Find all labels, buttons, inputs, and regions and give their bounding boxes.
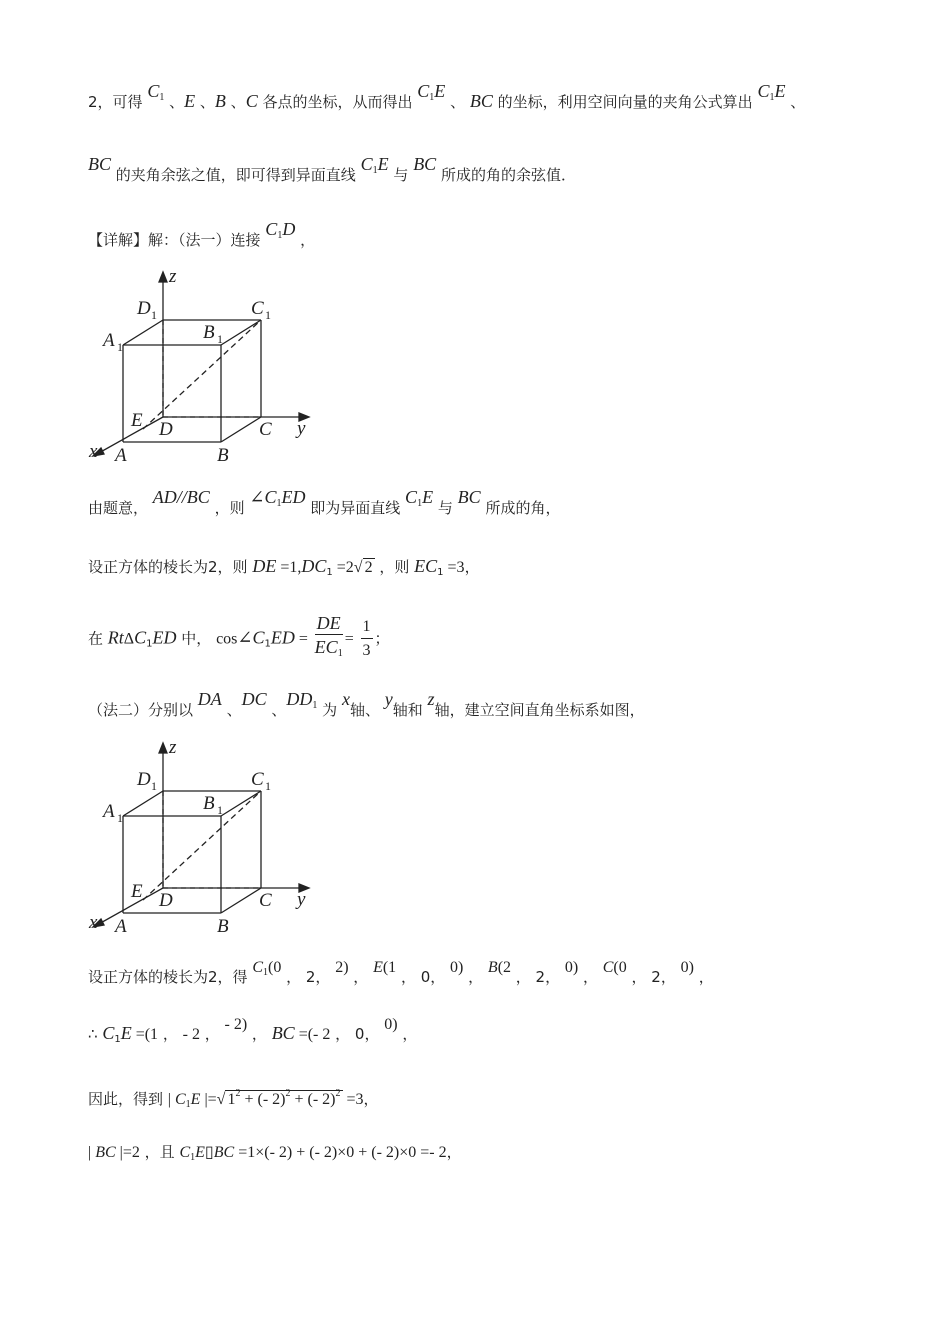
vertex-label-a1: A (103, 801, 115, 822)
text-run: 所成的角的余弦值． (440, 166, 576, 184)
text-run: （法二）分别以 (88, 701, 194, 719)
svg-text:1: 1 (151, 779, 157, 793)
vertex-label-b: B (217, 916, 229, 937)
vertex-label-c: C (259, 419, 272, 440)
text-run: 为 (322, 701, 338, 719)
text-line-m2: （法二）分别以 DA 、DC 、$DD_1$ 为 x轴、 y轴和 z轴，建立空间直角坐标系如图， (88, 689, 645, 719)
text-run: 轴、 (349, 701, 380, 719)
text-line-1: 2，可得 $C_1$ 、E 、B 、C 各点的坐标，从而得出 $C_1E$ 、 BC 的坐标，利用空间向量的夹角公式算出 $C_1E$ 、 (88, 81, 806, 111)
axis-label-z: z (169, 266, 177, 287)
text-run: 因此，得到 (88, 1090, 164, 1108)
vertex-label-d: D (159, 890, 173, 911)
text-line-vectors: ∴ $C_1E =(1$ ， - 2 ， - 2) ， BC =(- 2 ， 0， 0) ， (88, 1016, 418, 1045)
math-C1E: $C_1E$ (417, 81, 446, 103)
math-C1: $C_1$ (147, 81, 165, 103)
text-line-2: BC 的夹角余弦之值，即可得到异面直线 $C_1E$ 与 BC 所成的角的余弦值． (88, 154, 576, 184)
text-line-r3: 在 RtΔC$_1$ED 中， $\cos\angle C_1ED$ = $\frac{DE}{EC_1}$ = $\frac{1}{3}$ ； (88, 613, 390, 659)
svg-text:1: 1 (265, 779, 271, 793)
text-run: 的夹角余弦之值，即可得到异面直线 (115, 166, 356, 184)
text-run: 设正方体的棱长为2，则 (88, 558, 248, 576)
text-run: 在 (88, 629, 104, 648)
text-run: 2，可得 (88, 93, 143, 111)
text-run: 中， (181, 629, 212, 648)
text-run: 由题意， (88, 499, 149, 517)
vertex-label-e: E (131, 881, 143, 902)
vertex-label-d1: D (137, 769, 151, 790)
text-run: 所成的角， (485, 499, 561, 517)
vertex-label-d: D (159, 419, 173, 440)
text-run: 的坐标，利用空间向量的夹角公式算出 (497, 93, 753, 111)
text-run: ，则 (214, 499, 245, 517)
axis-label-x: x (89, 912, 98, 933)
vertex-label-a1: A (103, 330, 115, 351)
text-run: 与 (437, 499, 453, 517)
axis-label-y: y (297, 889, 306, 910)
cube-diagram-1 (85, 262, 325, 472)
vertex-label-a: A (115, 445, 127, 466)
text-line-coords: 设正方体的棱长为2，得 $C_1(0$ ， 2， 2) ， E(1 ， 0， 0) ， B(2 ， 2， 0) ， C(0 ， 2， 0) ， (88, 959, 714, 986)
svg-text:1: 1 (117, 811, 123, 825)
vertex-label-c1: C (251, 769, 264, 790)
vertex-label-c1: C (251, 298, 264, 319)
svg-text:1: 1 (151, 308, 157, 322)
text-run: 【详解】解：（法一）连接 (88, 231, 261, 249)
text-line-dot: | BC |=2 ，且 $C_1E▯BC =1\times(-$ 2) + (- 2)×0 + (- 2)×0 =- 2， (88, 1143, 462, 1163)
svg-text:1: 1 (217, 803, 223, 817)
text-line-r1: 由题意， AD//BC ，则 $\angle C_1ED$ 即为异面直线 $C_1E$ 与 BC 所成的角， (88, 487, 561, 517)
vertex-label-b1: B (203, 322, 215, 343)
text-run: 各点的坐标，从而得出 (262, 93, 413, 111)
svg-text:1: 1 (217, 332, 223, 346)
text-line-magnitude: 因此，得到 | $C_1E$ |=√ $1^2$ + (- 2)$^2$ + (- 2)$^2$ =3， (88, 1088, 379, 1110)
svg-text:1: 1 (117, 340, 123, 354)
vertex-label-a: A (115, 916, 127, 937)
axis-label-z: z (169, 737, 177, 758)
axis-label-y: y (297, 418, 306, 439)
vertex-label-b: B (217, 445, 229, 466)
text-run: 轴和 (392, 701, 423, 719)
detail-heading: 【详解】解：（法一）连接 $C_1D$ ， (88, 219, 316, 249)
text-run: 与 (393, 166, 409, 184)
vertex-label-c: C (259, 890, 272, 911)
axis-label-x: x (89, 441, 98, 462)
text-line-r2: 设正方体的棱长为2，则 DE $=1,DC_1 =2√$ 2 ，则 $EC_1 =3$， (88, 556, 480, 578)
cube-diagram-2 (85, 733, 325, 943)
text-run: 即为异面直线 (310, 499, 401, 517)
vertex-label-d1: D (137, 298, 151, 319)
text-run: ，且 (144, 1143, 175, 1161)
text-run: ，则 (379, 558, 410, 576)
math-C1E: $C_1E$ (757, 81, 786, 103)
vertex-label-b1: B (203, 793, 215, 814)
text-run: 设正方体的棱长为2，得 (88, 968, 248, 986)
svg-text:1: 1 (265, 308, 271, 322)
vertex-label-e: E (131, 410, 143, 431)
text-run: 轴，建立空间直角坐标系如图， (434, 701, 645, 719)
